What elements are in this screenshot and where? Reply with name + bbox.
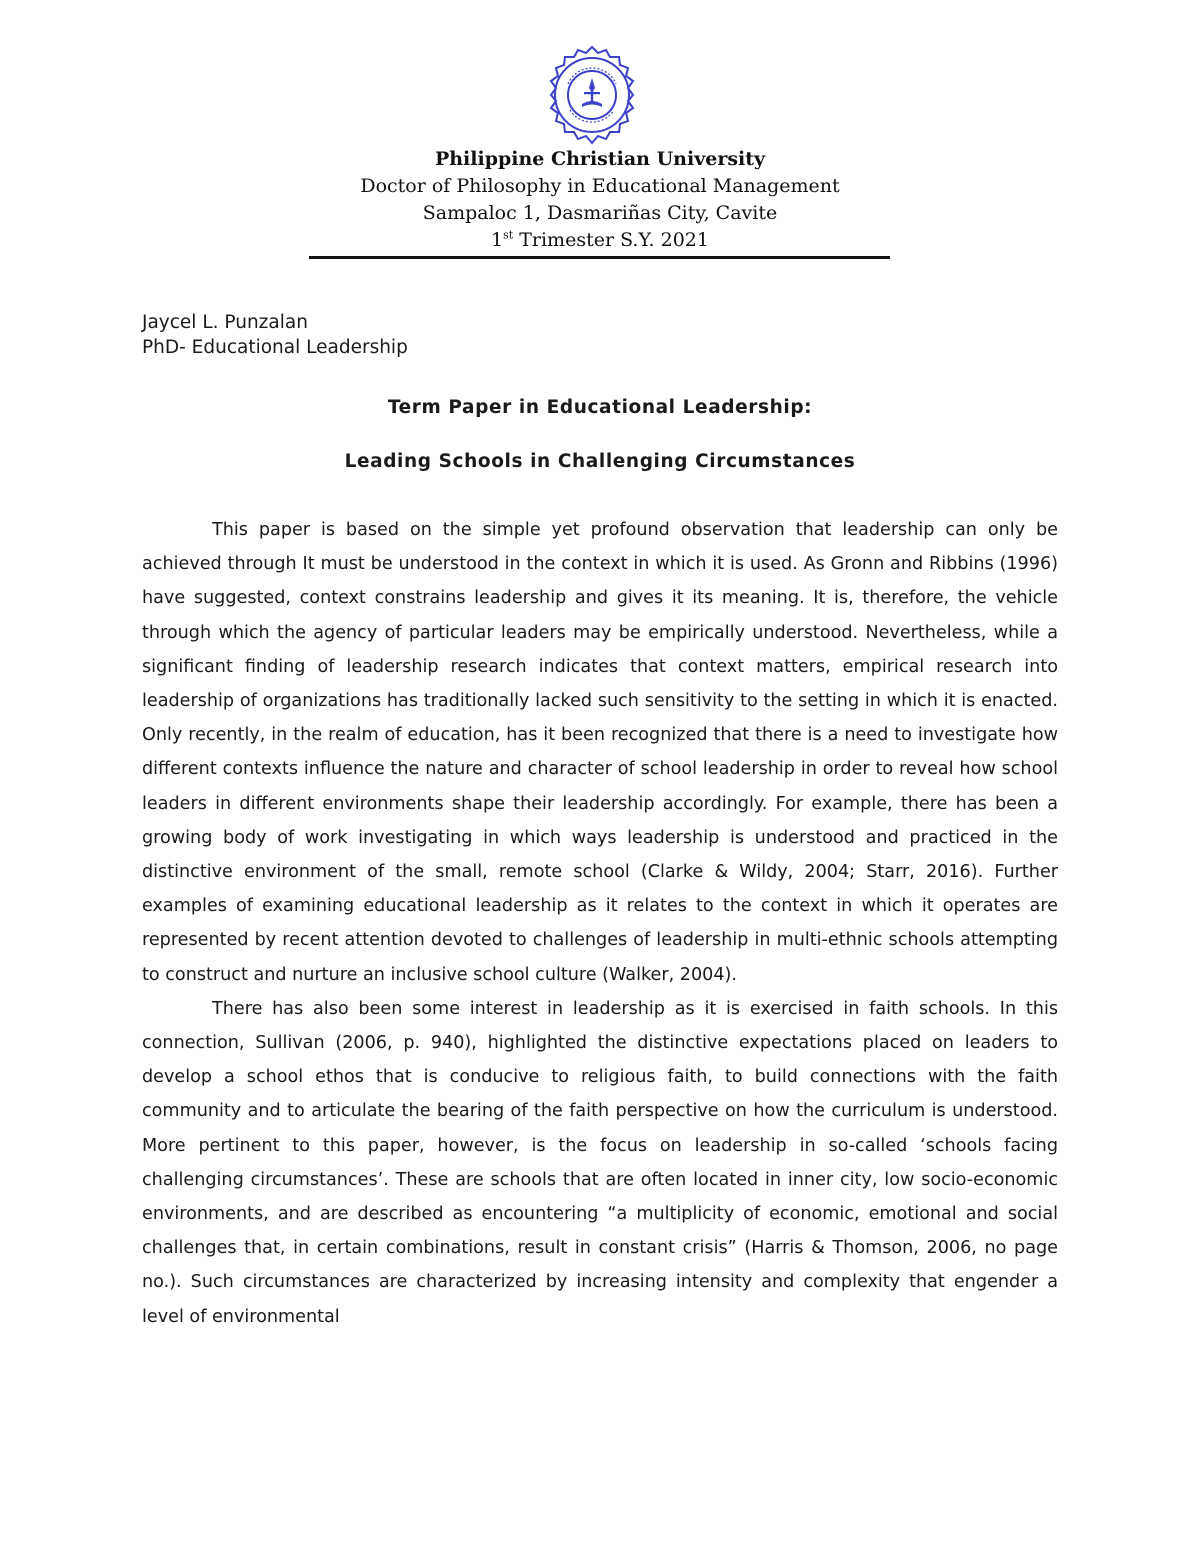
paper-title: Term Paper in Educational Leadership: (387, 397, 813, 418)
paragraph: This paper is based on the simple yet profound observation that leadership can only be achieved through It must be understood in the context in which it is used. As Gronn and Ribbins (1996) have suggested, context constrains leadership and gives it its meaning. It is, therefore, the vehicle through which the agency of particular leaders may be empirically understood. Nevertheless, while a significant finding of leadership research indicates that context matters, empirical research into leadership of organizations has traditionally lacked such sensitivity to the setting in which it is enacted. Only recently, in the realm of education, has it been recognized that there is a need to investigate how different contexts influence the nature and character of school leadership in order to reveal how school leaders in different environments shape their leadership accordingly. For example, there has been a growing body of work investigating in which ways leadership is understood and practiced in the distinctive environment of the small, remote school (Clarke & Wildy, 2004; Starr, 2016). Further examples of examining educational leadership as it relates to the context in which it operates are represented by recent attention devoted to challenges of leadership in multi-ethnic schools attempting to construct and nurture an inclusive school culture (Walker, 2004). (142, 520, 1058, 985)
author-name: Jaycel L. Punzalan (142, 312, 308, 333)
paragraph: There has also been some interest in leadership as it is exercised in faith schools. In this connection, Sullivan (2006, p. 940), highlighted the distinctive expectations placed on leaders to develop a school ethos that is conducive to religious faith, to build connections with the faith community and to articulate the bearing of the faith perspective on how the curriculum is understood. More pertinent to this paper, however, is the focus on leadership in so-called ‘schools facing challenging circumstances’. These are schools that are often located in inner city, low socio-economic environments, and are described as encountering “a multiplicity of economic, emotional and social challenges that, in certain combinations, result in constant crisis” (Harris & Thomson, 2006, no page no.). Such circumstances are characterized by increasing intensity and complexity that engender a level of environmental (142, 998, 1058, 1327)
paper-body (142, 513, 1058, 1334)
program-name: Doctor of Philosophy in Educational Management (360, 175, 840, 197)
term-rest: Trimester S.Y. 2021 (513, 229, 709, 251)
author-block (142, 310, 408, 360)
university-address: Sampaloc 1, Dasmariñas City, Cavite (422, 202, 778, 224)
header-divider (309, 256, 890, 259)
university-name: Philippine Christian University (434, 148, 766, 170)
term-ordinal: 1 (491, 229, 504, 251)
university-seal-icon (540, 44, 644, 148)
letterhead (300, 146, 900, 254)
term-suffix: st (503, 228, 514, 242)
author-degree: PhD- Educational Leadership (142, 337, 408, 358)
term-line (300, 227, 900, 254)
paper-subtitle: Leading Schools in Challenging Circumstances (344, 451, 856, 472)
